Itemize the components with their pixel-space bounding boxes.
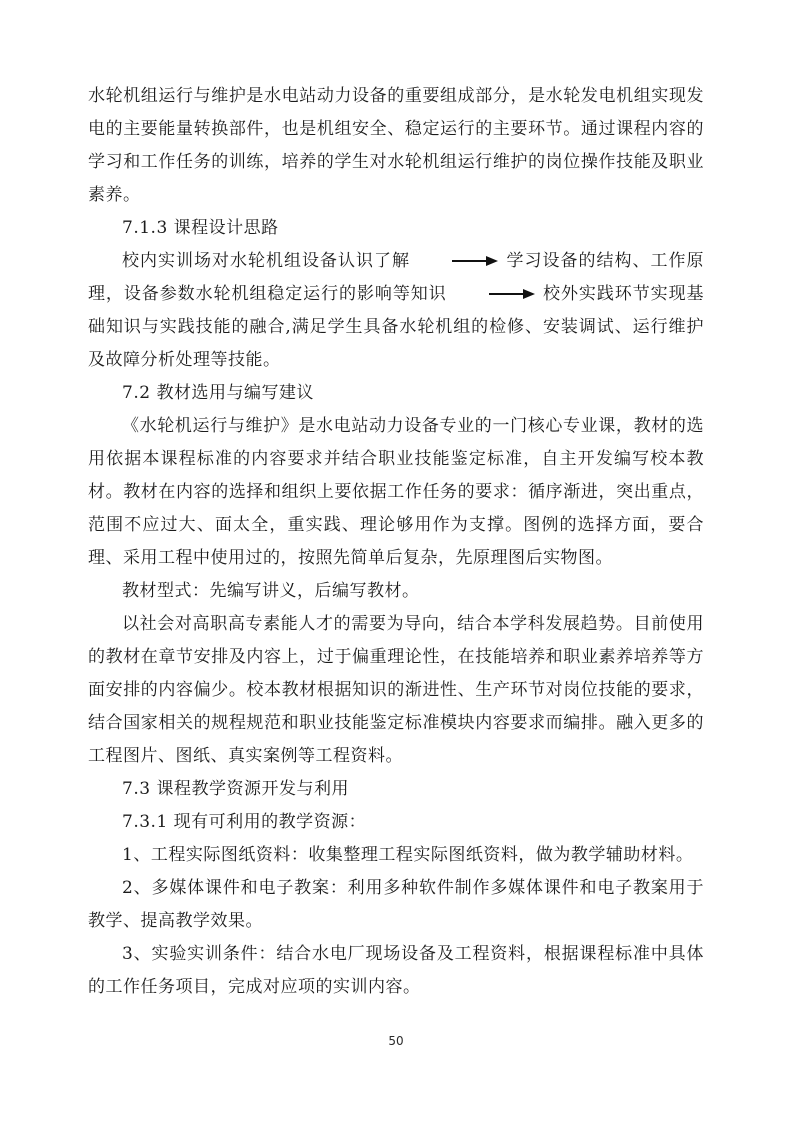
heading-7-1-3: 7.1.3 课程设计思路 (122, 218, 279, 238)
paragraph-textbook-form: 教材型式：先编写讲义，后编写教材。 (122, 581, 420, 601)
list-item-1: 1、工程实际图纸资料：收集整理工程实际图纸资料，做为教学辅助材料。 (122, 845, 694, 865)
design-route-segment-2: 学习设备的结构、工作原理，设备参数水轮机组稳定运行的影响等知识 (88, 251, 704, 304)
design-route-segment-1: 校内实训场对水轮机组设备认识了解 (122, 251, 410, 271)
heading-7-3: 7.3 课程教学资源开发与利用 (122, 779, 349, 799)
heading-7-2: 7.2 教材选用与编写建议 (122, 383, 314, 403)
paragraph-textbook-selection: 《水轮机运行与维护》是水电站动力设备专业的一门核心专业课，教材的选用依据本课程标准的内容要求并结合职业技能鉴定标准，自主开发编写校本教材。教材在内容的选择和组织上要依据工作任务的要求：循序渐进，突出重点，范围不应过大、面太全，重实践、理论够用作为支撑。图例的选择方面，要合理、采用工程中使用过的，按照先简单后复杂，先原理图后实物图。 (88, 416, 704, 568)
page-number: 50 (388, 1034, 404, 1048)
list-item-2: 2、多媒体课件和电子教案：利用多种软件制作多媒体课件和电子教案用于教学、提高教学效果。 (88, 878, 704, 931)
design-route-segment-3: 校外实践环节实现基础知识与实践技能的融合,满足学生具备水轮机组的检修、安装调试、运行维护及故障分析处理等技能。 (88, 284, 705, 370)
paragraph-textbook-orientation: 以社会对高职高专素能人才的需要为导向，结合本学科发展趋势。目前使用的教材在章节安排及内容上，过于偏重理论性，在技能培养和职业素养培养等方面安排的内容偏少。校本教材根据知识的渐进性、生产环节对岗位技能的要求，结合国家相关的规程规范和职业技能鉴定标准模块内容要求而编排。融入更多的工程图片、图纸、真实案例等工程资料。 (88, 614, 704, 766)
page-body (88, 80, 704, 1004)
paragraph-intro: 水轮机组运行与维护是水电站动力设备的重要组成部分，是水轮发电机组实现发电的主要能量转换部件，也是机组安全、稳定运行的主要环节。通过课程内容的学习和工作任务的训练，培养的学生对水轮机组运行维护的岗位操作技能及职业素养。 (88, 86, 704, 205)
paragraph-design-route (88, 245, 704, 377)
right-arrow-icon (455, 288, 535, 300)
heading-7-3-1: 7.3.1 现有可利用的教学资源： (122, 812, 367, 832)
list-item-3: 3、实验实训条件：结合水电厂现场设备及工程资料，根据课程标准中具体的工作任务项目，完成对应项的实训内容。 (88, 944, 704, 997)
right-arrow-icon (418, 255, 498, 267)
